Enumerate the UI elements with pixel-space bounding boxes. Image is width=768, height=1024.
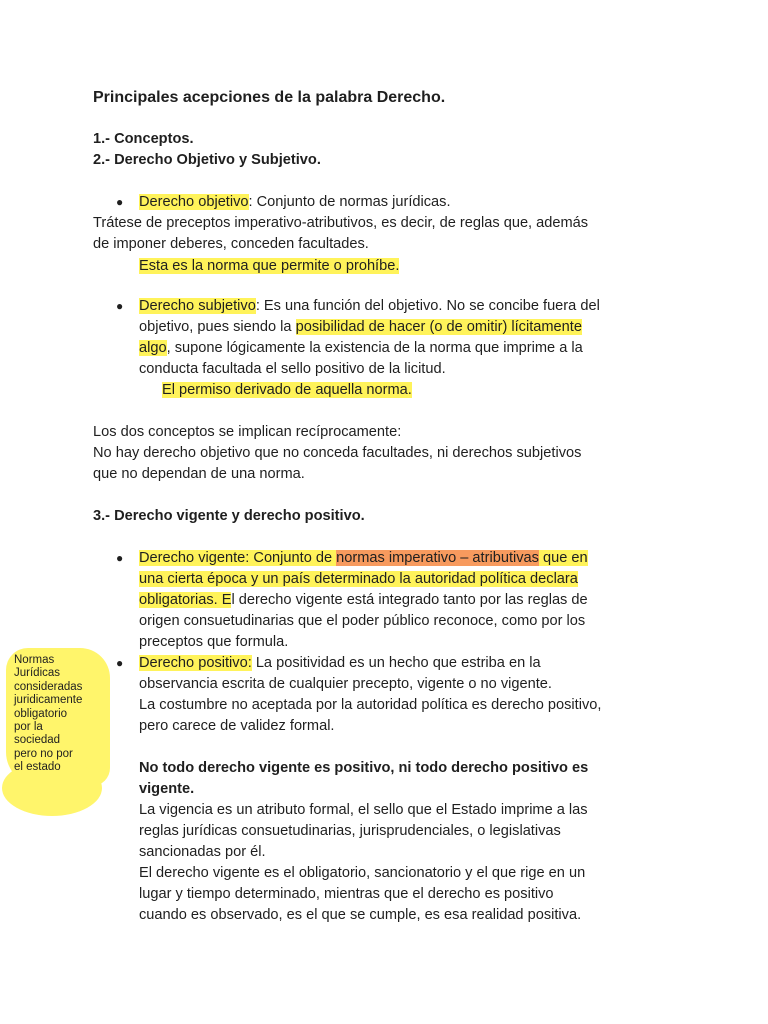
conclusion-line-2: reglas jurídicas consuetudinarias, jurisprudenciales, o legislativas [139, 823, 561, 839]
subjetivo-line-4: conducta facultada el sello positivo de la licitud. [139, 361, 446, 377]
vigente-line-4: origen consuetudinarias que el poder público reconoce, como por los [139, 613, 586, 629]
subjetivo-line-1: Derecho subjetivo: Es una función del objetivo. No se concibe fuera del [139, 298, 600, 314]
objetivo-note: Esta es la norma que permite o prohíbe. [139, 258, 400, 274]
document-title: Principales acepciones de la palabra Derecho. [93, 89, 446, 106]
conclusion-line-4: El derecho vigente es el obligatorio, sancionatorio y el que rige en un [139, 865, 586, 881]
term-derecho-positivo: Derecho positivo: [139, 655, 252, 671]
objetivo-line: Derecho objetivo: Conjunto de normas jurídicas. [139, 194, 451, 210]
conclusion-bold-1: No todo derecho vigente es positivo, ni todo derecho positivo es [139, 760, 589, 776]
positivo-line-3: La costumbre no aceptada por la autoridad política es derecho positivo, [139, 697, 602, 713]
bullet-positivo: ● [116, 656, 124, 670]
objetivo-paragraph-2: de imponer deberes, conceden facultades. [93, 236, 369, 252]
bullet-objetivo: ● [116, 195, 124, 209]
vigente-line-2: una cierta época y un país determinado la autoridad política declara [139, 571, 578, 587]
positivo-line-4: pero carece de validez formal. [139, 718, 335, 734]
subjetivo-note: El permiso derivado de aquella norma. [162, 382, 412, 398]
subjetivo-line-3: algo, supone lógicamente la existencia de la norma que imprime a la [139, 340, 583, 356]
side-note: Normas Jurídicas consideradas juridicamente obligatorio por la sociedad pero no por el estado [14, 654, 83, 774]
implican-line-1: Los dos conceptos se implican recíprocamente: [93, 424, 402, 440]
vigente-line-5: preceptos que formula. [139, 634, 289, 650]
vigente-line-1: Derecho vigente: Conjunto de normas imperativo – atributivas que en [139, 550, 588, 566]
heading-conceptos: 1.- Conceptos. [93, 131, 194, 147]
positivo-line-2: observancia escrita de cualquier precepto, vigente o no vigente. [139, 676, 552, 692]
bullet-subjetivo: ● [116, 299, 124, 313]
objetivo-paragraph-1: Trátese de preceptos imperativo-atributivos, es decir, de reglas que, además [93, 215, 589, 231]
positivo-line-1: Derecho positivo: La positividad es un hecho que estriba en la [139, 655, 541, 671]
implican-line-3: que no dependan de una norma. [93, 466, 305, 482]
bullet-vigente: ● [116, 551, 124, 565]
conclusion-line-6: cuando es observado, es el que se cumple, es esa realidad positiva. [139, 907, 582, 923]
conclusion-line-3: sancionadas por él. [139, 844, 266, 860]
heading-vigente-positivo: 3.- Derecho vigente y derecho positivo. [93, 508, 365, 524]
conclusion-line-1: La vigencia es un atributo formal, el sello que el Estado imprime a las [139, 802, 588, 818]
conclusion-line-5: lugar y tiempo determinado, mientras que el derecho es positivo [139, 886, 554, 902]
vigente-line-3: obligatorias. El derecho vigente está integrado tanto por las reglas de [139, 592, 588, 608]
subjetivo-line-2: objetivo, pues siendo la posibilidad de hacer (o de omitir) lícitamente [139, 319, 582, 335]
implican-line-2: No hay derecho objetivo que no conceda facultades, ni derechos subjetivos [93, 445, 582, 461]
heading-objetivo-subjetivo: 2.- Derecho Objetivo y Subjetivo. [93, 152, 321, 168]
term-derecho-objetivo: Derecho objetivo [139, 194, 249, 210]
conclusion-bold-2: vigente. [139, 781, 195, 797]
term-derecho-vigente: Derecho vigente: [139, 550, 250, 566]
term-derecho-subjetivo: Derecho subjetivo [139, 298, 256, 314]
